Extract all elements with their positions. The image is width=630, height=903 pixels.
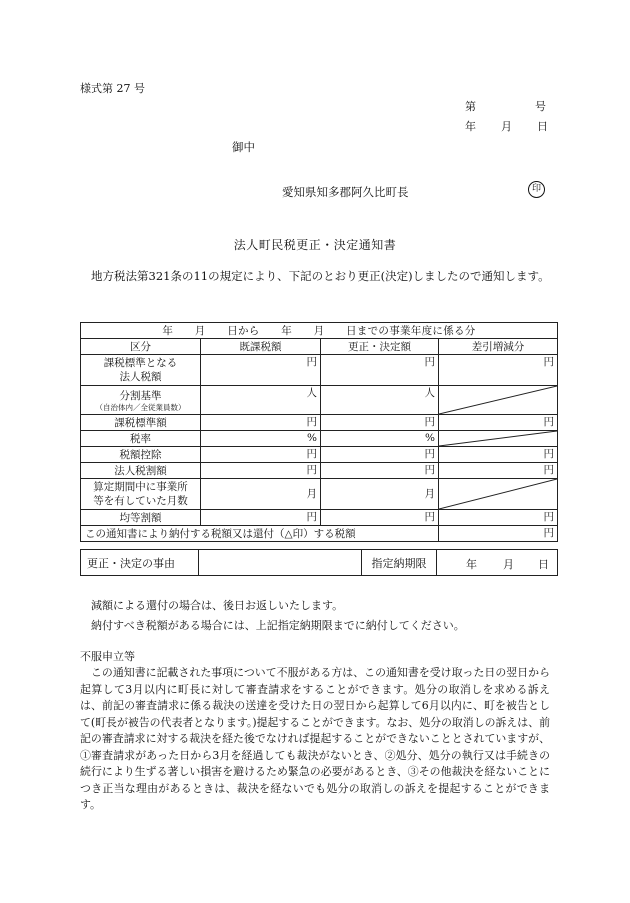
row-label (81, 386, 201, 415)
issue-date-day: 日 (537, 120, 548, 133)
row-existing-unit: 月 (201, 479, 321, 510)
diagonal-cell (439, 431, 558, 447)
row-revised-unit: 月 (321, 479, 439, 510)
addressee-suffix: 御中 (232, 140, 255, 154)
row-revised-unit: % (321, 431, 439, 447)
row-difference-unit: 円 (439, 463, 558, 479)
diagonal-cell (439, 386, 558, 415)
row-difference-unit: 円 (439, 510, 558, 526)
header-existing: 既課税額 (201, 339, 321, 355)
row-label: 均等割額 (81, 510, 201, 526)
issue-date-month: 月 (501, 120, 512, 133)
total-label: この通知書により納付する税額又は還付（△印）する税額 (81, 526, 439, 542)
row-revised-unit: 円 (321, 447, 439, 463)
form-number: 様式第 27 号 (80, 82, 145, 95)
intro-paragraph: 地方税法第321条の11の規定により、下記のとおり更正(決定)しましたので通知します。 (91, 269, 550, 283)
row-label: 課税標準額 (81, 415, 201, 431)
row-revised-unit: 円 (321, 355, 439, 386)
reason-table (80, 549, 558, 576)
row-difference-unit: 円 (439, 447, 558, 463)
header-category: 区分 (81, 339, 201, 355)
row-revised-unit: 人 (321, 386, 439, 415)
seal-stamp: 印 (528, 181, 545, 198)
document-number-prefix: 第 (465, 100, 476, 113)
row-revised-unit: 円 (321, 415, 439, 431)
row-label: 税額控除 (81, 447, 201, 463)
row-existing-unit: 円 (201, 510, 321, 526)
period-cell: 年 月 日から 年 月 日までの事業年度に係る分 (81, 323, 558, 339)
payment-note: 納付すべき税額がある場合には、上記指定納期限までに納付してください。 (91, 619, 465, 632)
row-existing-unit: 円 (201, 447, 321, 463)
row-revised-unit: 円 (321, 510, 439, 526)
issue-date-year: 年 (465, 120, 476, 133)
reason-field (199, 550, 362, 576)
row-label: 算定期間中に事業所 等を有していた月数 (81, 479, 201, 510)
tax-table (80, 322, 558, 542)
total-unit: 円 (439, 526, 558, 542)
document-number-suffix: 号 (535, 100, 546, 113)
deadline-year: 年 (466, 558, 477, 571)
deadline-label: 指定納期限 (362, 550, 437, 576)
deadline-day: 日 (538, 558, 549, 571)
header-difference: 差引増減分 (439, 339, 558, 355)
refund-note: 減額による還付の場合は、後日お返しいたします。 (91, 599, 344, 612)
row-existing-unit: % (201, 431, 321, 447)
document-title: 法人町民税更正・決定通知書 (233, 238, 397, 252)
diagonal-cell (439, 479, 558, 510)
row-label-main: 分割基準 (119, 389, 162, 402)
row-revised-unit: 円 (321, 463, 439, 479)
appeal-heading: 不服申立等 (80, 650, 135, 663)
row-existing-unit: 人 (201, 386, 321, 415)
row-difference-unit: 円 (439, 415, 558, 431)
appeal-body: この通知書に記載された事項について不服がある方は、この通知書を受け取った日の翌日から起算して3月以内に町長に対して審査請求をすることができます。処分の取消しを求める訴えは、前記の審査請求に係る裁決の送達を受けた日の翌日から起算して6月以内に、町を被告として(町長が被告の代表者となります。)提起することができます。なお、処分の取消しの訴えは、前記の審査請求に対する裁決を経た後でなければ提起することができないこととされていますが、①審査請求があった日から3月を経過しても裁決がないとき、②処分、処分の執行又は手続きの続行により生ずる著しい損害を避けるため緊急の必要があるとき、③その他裁決を経ないことにつき正当な理由があるときは、裁決を経ないでも処分の取消しの訴えを提起することができます。 (80, 666, 550, 811)
issuer-name: 愛知県知多郡阿久比町長 (282, 185, 409, 199)
header-revised: 更正・決定額 (321, 339, 439, 355)
row-label: 法人税割額 (81, 463, 201, 479)
row-label-sub: （自治体内／全従業員数） (95, 402, 186, 412)
row-existing-unit: 円 (201, 415, 321, 431)
reason-label: 更正・決定の事由 (81, 550, 199, 576)
row-label: 税率 (81, 431, 201, 447)
row-existing-unit: 円 (201, 355, 321, 386)
row-difference-unit: 円 (439, 355, 558, 386)
row-existing-unit: 円 (201, 463, 321, 479)
row-label: 課税標準となる 法人税額 (81, 355, 201, 386)
deadline-date (437, 550, 558, 576)
deadline-month: 月 (503, 558, 514, 571)
